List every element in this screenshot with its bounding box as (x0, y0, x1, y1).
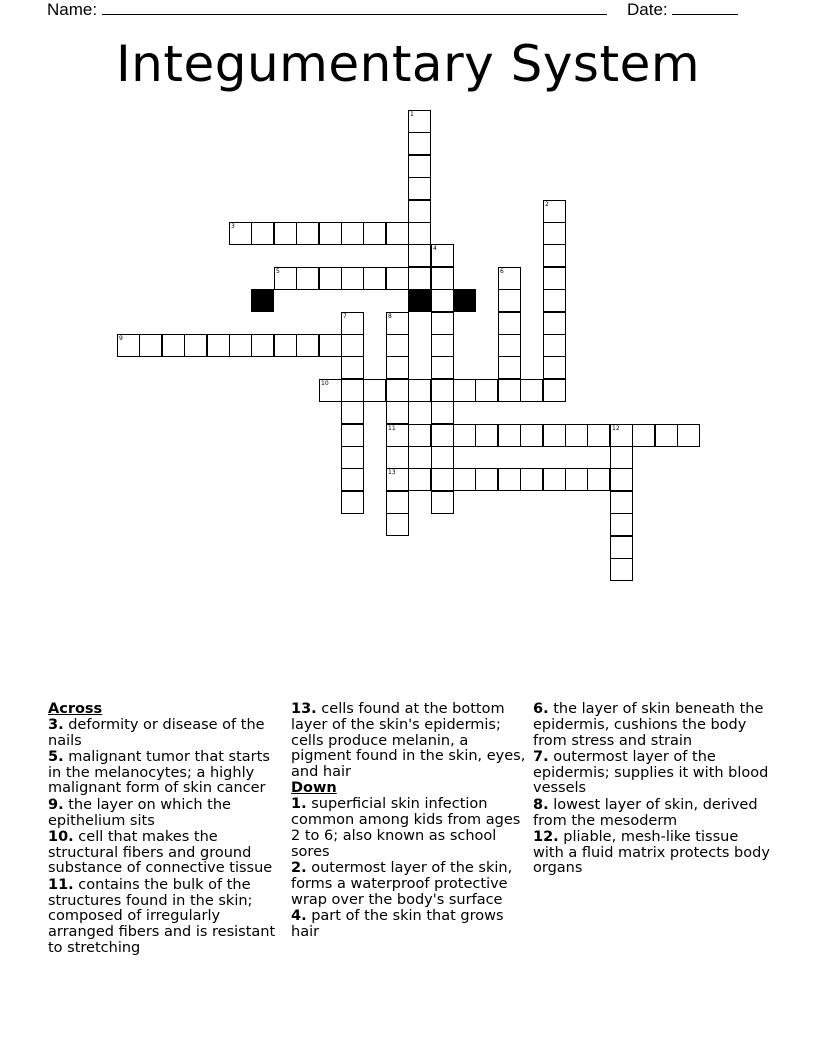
grid-cell[interactable] (520, 379, 543, 402)
grid-cell[interactable] (251, 222, 274, 245)
grid-cell[interactable] (386, 468, 409, 491)
clue-text: lowest layer of skin, derived from the mesoderm (533, 796, 758, 829)
cell-number: 5 (276, 268, 280, 275)
grid-cell[interactable] (386, 222, 409, 245)
cell-number: 9 (119, 335, 123, 342)
across-clue-9 (48, 798, 280, 830)
clue-number: 1. (291, 796, 307, 813)
cell-number: 6 (500, 268, 504, 275)
across-clue-11 (48, 878, 280, 957)
grid-cell[interactable] (543, 289, 566, 312)
clue-text: the layer on which the epithelium sits (48, 796, 231, 829)
clue-text: the layer of skin beneath the epidermis, cushions the body from stress and strain (533, 701, 764, 749)
grid-cell[interactable] (386, 513, 409, 536)
blocked-cell (453, 289, 476, 312)
grid-cell[interactable] (341, 222, 364, 245)
grid-cell[interactable] (207, 334, 230, 357)
grid-cell[interactable] (408, 244, 431, 267)
grid-cell[interactable] (386, 356, 409, 379)
date-label: Date: (627, 0, 668, 19)
clue-column-3 (533, 702, 773, 878)
down-clue-12 (533, 830, 773, 877)
grid-cell[interactable] (453, 424, 476, 447)
page-title: Integumentary System (115, 35, 701, 93)
clue-text: part of the skin that grows hair (291, 907, 504, 940)
clue-number: 13. (291, 701, 317, 717)
grid-cell[interactable] (296, 267, 319, 290)
clue-number: 5. (48, 748, 64, 765)
grid-cell[interactable] (229, 334, 252, 357)
grid-cell[interactable] (341, 379, 364, 402)
clue-text: cell that makes the structural fibers and ground substance of connective tissue (48, 828, 273, 877)
grid-cell[interactable] (296, 334, 319, 357)
cell-number: 11 (388, 425, 396, 432)
grid-cell[interactable] (498, 312, 521, 335)
grid-cell[interactable] (520, 424, 543, 447)
grid-cell[interactable] (431, 446, 454, 469)
grid-cell[interactable] (431, 491, 454, 514)
grid-cell[interactable] (498, 356, 521, 379)
grid-cell[interactable] (431, 267, 454, 290)
grid-cell[interactable] (319, 334, 342, 357)
grid-cell[interactable] (587, 468, 610, 491)
blocked-cell (408, 289, 431, 312)
grid-cell[interactable] (543, 222, 566, 245)
grid-cell[interactable] (386, 491, 409, 514)
grid-cell[interactable] (431, 468, 454, 491)
grid-cell[interactable] (341, 267, 364, 290)
grid-cell[interactable] (408, 177, 431, 200)
grid-cell[interactable] (475, 379, 498, 402)
grid-cell[interactable] (341, 356, 364, 379)
grid-cell[interactable] (341, 468, 364, 491)
blocked-cell (251, 289, 274, 312)
grid-cell[interactable] (610, 536, 633, 559)
grid-cell[interactable] (251, 334, 274, 357)
grid-cell[interactable] (543, 356, 566, 379)
grid-cell[interactable] (498, 334, 521, 357)
clue-number: 10. (48, 828, 74, 845)
grid-cell[interactable] (431, 401, 454, 424)
down-clue-2 (291, 861, 527, 908)
grid-cell[interactable] (319, 267, 342, 290)
grid-cell[interactable] (453, 379, 476, 402)
clue-text: malignant tumor that starts in the melanocytes; a highly malignant form of skin cancer (48, 748, 270, 797)
down-clue-1 (291, 797, 527, 860)
clue-text: pliable, mesh-like tissue with a fluid matrix protects body organs (533, 828, 770, 877)
grid-cell[interactable] (498, 267, 521, 290)
clue-number: 7. (533, 748, 549, 765)
clue-column-1 (48, 702, 280, 957)
cell-number: 10 (321, 380, 329, 387)
cell-number: 2 (545, 201, 549, 208)
grid-cell[interactable] (229, 222, 252, 245)
grid-cell[interactable] (341, 401, 364, 424)
grid-cell[interactable] (431, 289, 454, 312)
grid-cell[interactable] (655, 424, 678, 447)
clue-number: 6. (533, 701, 549, 717)
grid-cell[interactable] (610, 558, 633, 581)
grid-cell[interactable] (677, 424, 700, 447)
name-label: Name: (47, 0, 98, 19)
grid-cell[interactable] (117, 334, 140, 357)
clue-number: 11. (48, 876, 74, 893)
grid-cell[interactable] (610, 446, 633, 469)
grid-cell[interactable] (543, 334, 566, 357)
cell-number: 1 (410, 111, 414, 118)
clue-number: 8. (533, 796, 549, 813)
grid-cell[interactable] (475, 468, 498, 491)
grid-cell[interactable] (431, 424, 454, 447)
grid-cell[interactable] (543, 468, 566, 491)
across-clue-10 (48, 830, 280, 877)
clue-text: outermost layer of the skin, forms a waterproof protective wrap over the body's surface (291, 859, 513, 908)
grid-cell[interactable] (363, 267, 386, 290)
grid-cell[interactable] (408, 110, 431, 133)
cell-number: 3 (231, 223, 235, 230)
across-clue-13 (291, 702, 527, 781)
grid-cell[interactable] (498, 379, 521, 402)
clue-number: 9. (48, 796, 64, 813)
clue-text: outermost layer of the epidermis; supplies it with blood vessels (533, 748, 769, 797)
clue-column-2 (291, 702, 527, 941)
grid-cell[interactable] (408, 424, 431, 447)
grid-cell[interactable] (386, 424, 409, 447)
across-clue-5 (48, 750, 280, 797)
across-clue-3 (48, 718, 280, 750)
grid-cell[interactable] (431, 312, 454, 335)
grid-cell[interactable] (543, 200, 566, 223)
grid-cell[interactable] (139, 334, 162, 357)
grid-cell[interactable] (610, 468, 633, 491)
clue-text: superficial skin infection common among kids from ages 2 to 6; also known as school sores (291, 796, 521, 860)
grid-cell[interactable] (274, 334, 297, 357)
grid-cell[interactable] (408, 222, 431, 245)
grid-cell[interactable] (610, 491, 633, 514)
cell-number: 13 (388, 469, 396, 476)
grid-cell[interactable] (363, 379, 386, 402)
grid-cell[interactable] (341, 446, 364, 469)
down-clue-7 (533, 750, 773, 797)
grid-cell[interactable] (386, 267, 409, 290)
clue-number: 4. (291, 907, 307, 924)
grid-cell[interactable] (162, 334, 185, 357)
grid-cell[interactable] (363, 222, 386, 245)
grid-cell[interactable] (386, 401, 409, 424)
cell-number: 7 (343, 313, 347, 320)
grid-cell[interactable] (431, 334, 454, 357)
clue-number: 12. (533, 828, 559, 845)
clue-text: contains the bulk of the structures found in the skin; composed of irregularly arranged fibers and is resistant to stretching (48, 876, 276, 956)
down-clue-4 (291, 909, 527, 941)
grid-cell[interactable] (587, 424, 610, 447)
grid-cell[interactable] (520, 468, 543, 491)
grid-cell[interactable] (498, 468, 521, 491)
grid-cell[interactable] (274, 267, 297, 290)
down-heading: Down (291, 780, 337, 797)
grid-cell[interactable] (408, 379, 431, 402)
grid-cell[interactable] (565, 468, 588, 491)
grid-cell[interactable] (475, 424, 498, 447)
grid-cell[interactable] (296, 222, 319, 245)
grid-cell[interactable] (341, 312, 364, 335)
grid-cell[interactable] (453, 468, 476, 491)
grid-cell[interactable] (543, 379, 566, 402)
grid-cell[interactable] (431, 356, 454, 379)
grid-cell[interactable] (632, 424, 655, 447)
cell-number: 8 (388, 313, 392, 320)
grid-cell[interactable] (543, 267, 566, 290)
grid-cell[interactable] (431, 379, 454, 402)
grid-cell[interactable] (386, 312, 409, 335)
grid-cell[interactable] (274, 222, 297, 245)
grid-cell[interactable] (498, 289, 521, 312)
grid-cell[interactable] (565, 424, 588, 447)
clue-number: 3. (48, 716, 64, 733)
grid-cell[interactable] (386, 379, 409, 402)
grid-cell[interactable] (319, 379, 342, 402)
grid-cell[interactable] (408, 468, 431, 491)
grid-cell[interactable] (543, 244, 566, 267)
grid-cell[interactable] (341, 334, 364, 357)
grid-cell[interactable] (543, 312, 566, 335)
grid-cell[interactable] (341, 424, 364, 447)
across-heading: Across (48, 701, 103, 717)
grid-cell[interactable] (431, 244, 454, 267)
grid-cell[interactable] (386, 446, 409, 469)
clue-number: 2. (291, 859, 307, 876)
grid-cell[interactable] (184, 334, 207, 357)
grid-cell[interactable] (319, 222, 342, 245)
grid-cell[interactable] (543, 424, 566, 447)
grid-cell[interactable] (408, 132, 431, 155)
cell-number: 12 (612, 425, 620, 432)
grid-cell[interactable] (408, 267, 431, 290)
grid-cell[interactable] (408, 200, 431, 223)
down-clue-6 (533, 702, 773, 749)
grid-cell[interactable] (341, 491, 364, 514)
grid-cell[interactable] (498, 424, 521, 447)
down-clue-8 (533, 798, 773, 830)
grid-cell[interactable] (610, 513, 633, 536)
cell-number: 4 (433, 245, 437, 252)
grid-cell[interactable] (386, 334, 409, 357)
grid-cell[interactable] (610, 424, 633, 447)
grid-cell[interactable] (408, 155, 431, 178)
clue-text: deformity or disease of the nails (48, 716, 265, 749)
clue-text: cells found at the bottom layer of the skin's epidermis; cells produce melanin, a pigment found in the skin, eyes, and hair (291, 701, 526, 781)
